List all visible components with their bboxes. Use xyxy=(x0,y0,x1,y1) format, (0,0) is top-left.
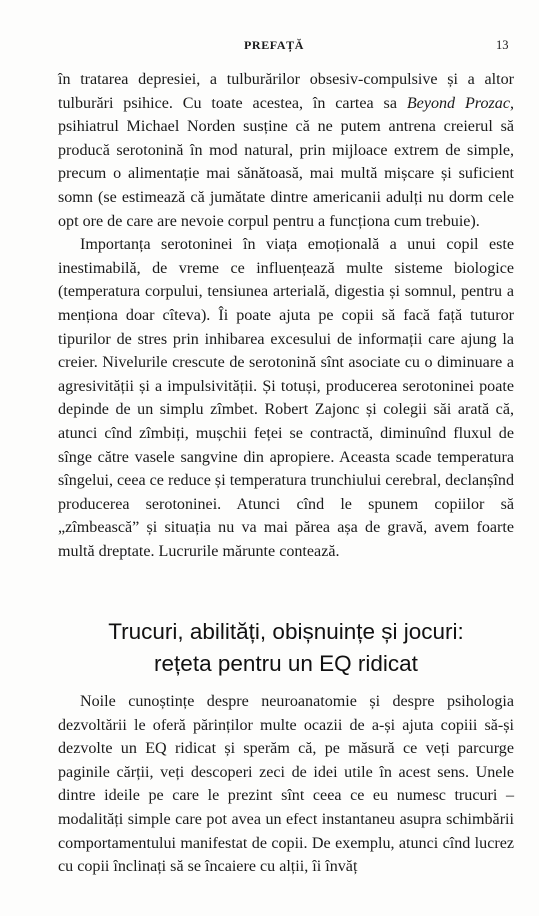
section-heading-line-2: rețeta pentru un EQ ridicat xyxy=(154,651,418,676)
book-title: Beyond Prozac xyxy=(406,94,510,112)
page-number: 13 xyxy=(496,38,509,52)
paragraph-text-end: , psihiatrul Michael Norden susține că ne putem antrena creierul să producă serotonină în mod natural, prin mijloace extrem de simple, precum o alimentație mai sănătoasă, mai multă mișcare și suficient somn (se estimează că jumătate dintre americanii adulți nu dorm cele opt ore de care are nevoie corpul pentru a funcționa cum trebuie). xyxy=(58,94,514,230)
section-heading xyxy=(58,616,514,680)
paragraph-continued xyxy=(58,68,514,233)
paragraph-serotonin: Importanța serotoninei în viața emoțională a unui copil este inestimabilă, de vreme ce influențează multe sisteme biologice (temperatura corpului, tensiunea arterială, digestia și somnul, pentru a menționa doar cîteva). Îi poate ajuta pe copii să facă față tuturor tipurilor de stres prin inhibarea excesului de informații care ajung la creier. Nivelurile crescute de serotonină sînt asociate cu o diminuare a agresivității și a impulsivității. Și totuși, producerea serotoninei poate depinde de un simplu zîmbet. Robert Zajonc și colegii săi arată că, atunci cînd zîmbiți, mușchii feței se contractă, diminuînd fluxul de sînge către vasele sangvine din apropiere. Aceasta scade temperatura sîngelui, ceea ce reduce și temperatura trunchiului cerebral, declanșînd producerea serotoninei. Atunci cînd le spunem copiilor să „zîmbească” și situația nu va mai părea așa de gravă, avem foarte multă dreptate. Lucrurile mărunte contează. xyxy=(58,236,514,560)
running-head: PREFAȚĂ xyxy=(244,38,304,52)
paragraph-eq: Noile cunoștințe despre neuroanatomie și despre psihologia dezvoltării le oferă părinților multe ocazii de a-și ajuta copiii să-și dezvolte un EQ ridicat și sperăm că, pe măsură ce veți parcurge paginile cărții, veți descoperi zeci de idei utile în acest sens. Unele dintre ideile pe care le prezint sînt ceea ce eu numesc trucuri – modalități simple care pot avea un efect instantaneu asupra schimbării comportamentului manifestat de copii. De exemplu, atunci cînd lucrez cu copii înclinați să se încaiere cu alții, îi învăț xyxy=(58,693,514,876)
paragraph-text: în tratarea depresiei, a tulburărilor obsesiv-compulsive și a altor tulburări psihice. Cu toate acestea, în cartea sa xyxy=(58,71,514,112)
page-header xyxy=(0,38,539,54)
body-text xyxy=(58,68,514,563)
section-heading-line-1: Trucuri, abilități, obișnuințe și jocuri: xyxy=(108,619,464,644)
section-text xyxy=(58,690,514,879)
